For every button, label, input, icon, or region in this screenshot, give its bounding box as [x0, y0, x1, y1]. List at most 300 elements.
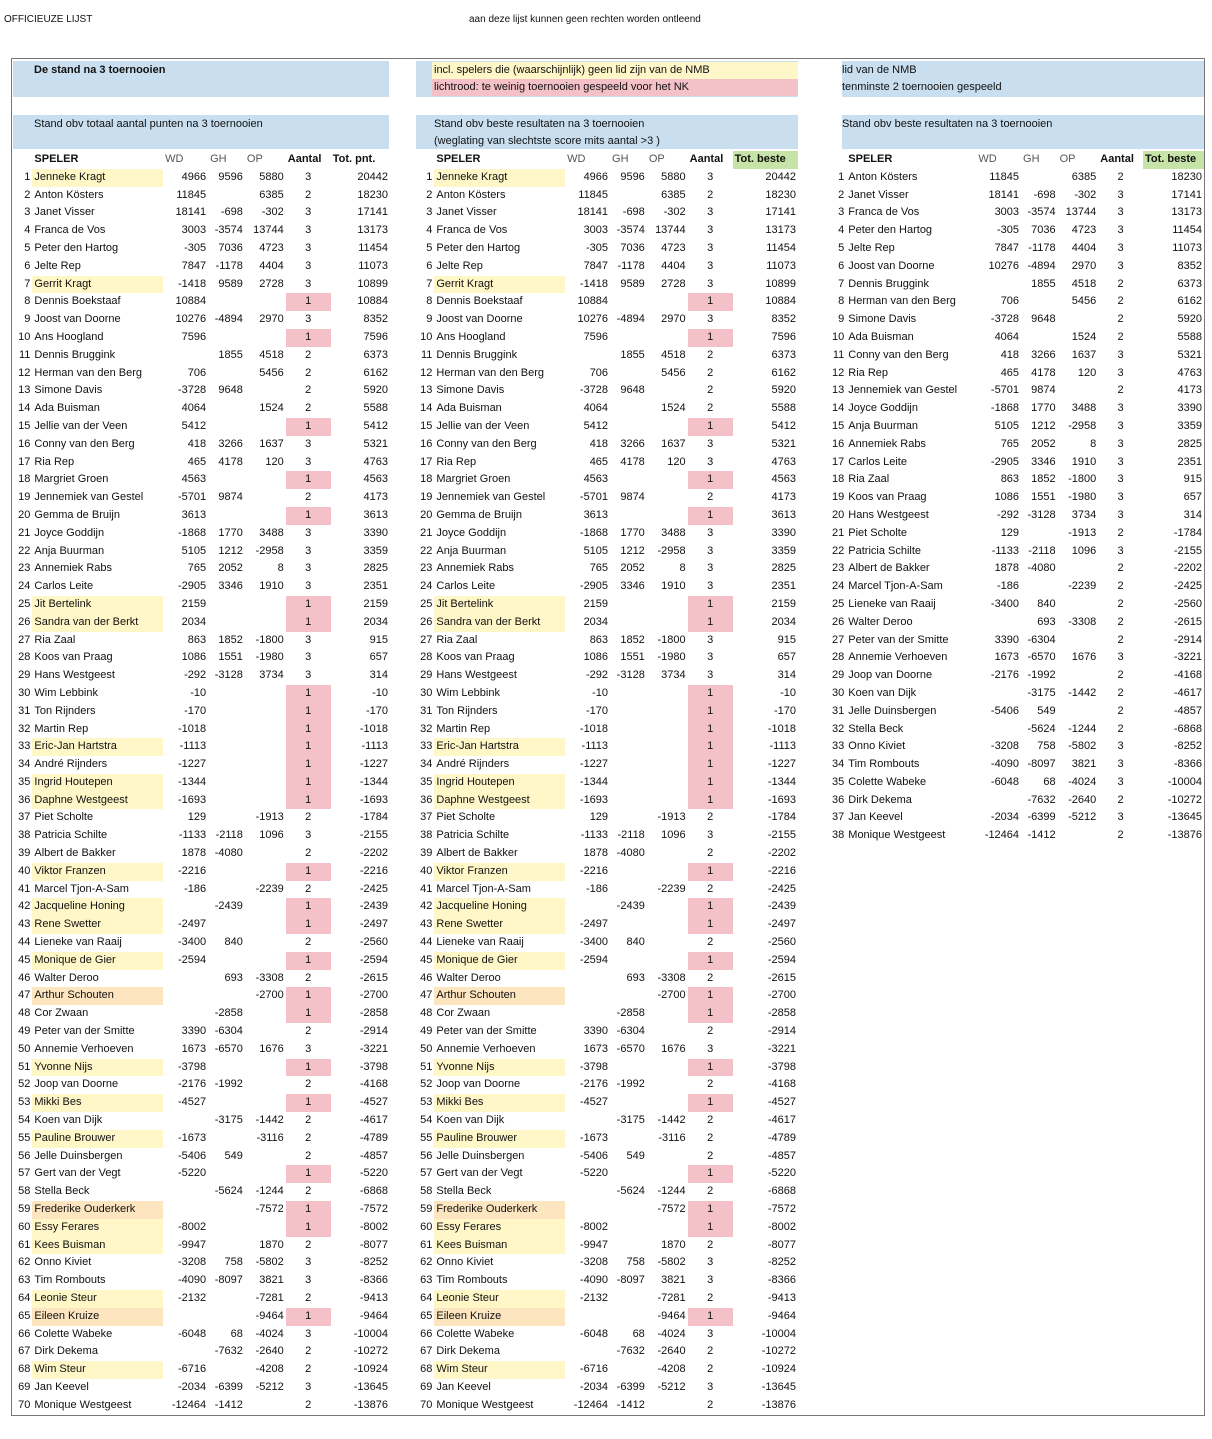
player-name-cell: Viktor Franzen	[32, 863, 163, 881]
aantal-cell: 3	[1117, 775, 1124, 788]
wd-score-cell	[163, 1005, 208, 1023]
gh-score-cell: 840	[1037, 597, 1056, 610]
table-row	[416, 382, 798, 400]
op-score-cell	[245, 1397, 286, 1415]
total-cell: -1018	[359, 722, 388, 735]
player-name-cell: Dennis Bruggink	[436, 348, 518, 361]
player-name-cell: Stella Beck	[436, 1185, 492, 1198]
rank-cell: 38	[420, 829, 433, 842]
wd-score-cell: 418	[187, 437, 207, 450]
rank-cell: 37	[832, 811, 845, 824]
player-name-cell: Koos van Praag	[848, 491, 927, 504]
aantal-cell: 2	[305, 1025, 312, 1038]
op-score-cell: 1676	[259, 1042, 284, 1055]
wd-score-cell	[163, 1183, 208, 1201]
rank-cell: 60	[420, 1220, 433, 1233]
rank-cell: 29	[420, 669, 433, 682]
rank-cell: 65	[18, 1309, 31, 1322]
gh-score-cell: -4080	[214, 847, 243, 860]
gh-score-cell	[610, 507, 647, 525]
player-name-cell: Wim Lebbink	[34, 686, 98, 699]
aantal-cell: 2	[707, 971, 714, 984]
aantal-cell: 3	[1117, 437, 1124, 450]
col-op: OP	[1059, 153, 1076, 165]
table-row	[828, 400, 1204, 418]
rank-cell: 20	[18, 508, 31, 521]
wd-score-cell: -3208	[177, 1256, 207, 1269]
rank-cell: 68	[18, 1363, 31, 1376]
rank-cell: 2	[426, 188, 433, 201]
wd-score-cell: -305	[184, 241, 207, 254]
total-cell: -1227	[359, 758, 388, 771]
op-score-cell: -302	[663, 206, 686, 219]
wd-score-cell: 765	[187, 562, 207, 575]
player-name-cell: Anton Kösters	[34, 188, 104, 201]
wd-score-cell: -2497	[177, 918, 207, 931]
aantal-cell: 3	[1117, 188, 1124, 201]
total-cell: -4857	[767, 1149, 796, 1162]
gh-score-cell: 3346	[218, 580, 243, 593]
aantal-cell: 2	[1117, 615, 1124, 628]
wd-score-cell: 706	[1000, 295, 1020, 308]
wd-score-cell: 3003	[181, 224, 207, 237]
aantal-cell: 2	[707, 402, 714, 415]
table-row	[14, 1237, 390, 1255]
player-name-cell: Jan Keevel	[436, 1380, 491, 1393]
op-score-cell	[245, 845, 286, 863]
total-cell: 7596	[771, 330, 796, 343]
table-row	[416, 1059, 798, 1077]
aantal-cell: 3	[305, 206, 312, 219]
player-name-cell: Tim Rombouts	[34, 1274, 106, 1287]
player-name-cell: Frederike Ouderkerk	[434, 1201, 565, 1219]
player-name-cell: Peter van der Smitte	[436, 1025, 537, 1038]
rank-cell: 14	[18, 402, 31, 415]
aantal-cell: 1	[688, 952, 733, 970]
player-name-cell: Anja Buurman	[848, 419, 918, 432]
col-wd: WD	[567, 153, 586, 165]
total-cell: -170	[773, 704, 796, 717]
gh-score-cell: 3266	[218, 437, 243, 450]
total-cell: 4173	[771, 491, 796, 504]
wd-score-cell	[565, 1201, 610, 1219]
player-name-cell: Colette Wabeke	[34, 1327, 113, 1340]
rank-cell: 31	[832, 704, 845, 717]
table-row	[828, 471, 1204, 489]
aantal-cell: 1	[688, 1059, 733, 1077]
wd-score-cell	[976, 721, 1021, 739]
rank-cell: 49	[18, 1025, 31, 1038]
wd-score-cell: -2216	[579, 864, 609, 877]
player-name-cell: Rene Swetter	[32, 916, 163, 934]
wd-score-cell: -2905	[177, 580, 207, 593]
table-row	[14, 187, 390, 205]
aantal-cell: 3	[305, 1380, 312, 1393]
op-score-cell	[647, 489, 688, 507]
total-cell: -2155	[767, 829, 796, 842]
player-name-cell: Marcel Tjon-A-Sam	[848, 580, 943, 593]
op-score-cell: 4404	[1071, 241, 1097, 254]
player-name-cell: Monique Westgeest	[34, 1398, 132, 1411]
aantal-cell: 1	[688, 703, 733, 721]
total-cell: -1018	[767, 722, 796, 735]
wd-score-cell: 3003	[583, 224, 609, 237]
total-cell: -2914	[767, 1025, 796, 1038]
total-cell: -2914	[1173, 633, 1202, 646]
op-score-cell: 1637	[1071, 348, 1097, 361]
op-score-cell: -2239	[657, 882, 686, 895]
gh-score-cell: -7632	[1027, 793, 1056, 806]
player-name-cell: Eileen Kruize	[434, 1308, 565, 1326]
wd-score-cell: -5701	[177, 491, 207, 504]
op-score-cell	[647, 1059, 688, 1077]
aantal-cell: 1	[688, 596, 733, 614]
rank-cell: 3	[426, 206, 433, 219]
wd-score-cell: -6048	[177, 1327, 207, 1340]
wd-score-cell	[976, 276, 1021, 294]
total-cell: -8366	[767, 1274, 796, 1287]
gh-score-cell: -2858	[214, 1007, 243, 1020]
aantal-cell: 2	[707, 1398, 714, 1411]
total-cell: -1344	[359, 775, 388, 788]
gh-score-cell	[610, 418, 647, 436]
table-row	[14, 952, 390, 970]
header-left: OFFICIEUZE LIJST	[4, 14, 93, 25]
aantal-cell: 2	[1117, 562, 1124, 575]
aantal-cell: 1	[286, 1308, 331, 1326]
gh-score-cell	[208, 293, 245, 311]
op-score-cell	[647, 721, 688, 739]
rank-cell: 47	[420, 989, 433, 1002]
aantal-cell: 1	[286, 685, 331, 703]
table-row	[416, 667, 798, 685]
gh-score-cell	[208, 1308, 245, 1326]
table-row	[828, 311, 1204, 329]
gh-score-cell: 3266	[1031, 348, 1056, 361]
table-row	[828, 756, 1204, 774]
table-row	[828, 365, 1204, 383]
wd-score-cell: -6048	[579, 1327, 609, 1340]
total-cell: -1784	[1173, 526, 1202, 539]
table-row	[416, 311, 798, 329]
player-name-cell: Anja Buurman	[436, 544, 507, 557]
player-name-cell: Piet Scholte	[848, 526, 907, 539]
aantal-cell: 3	[305, 1274, 312, 1287]
wd-score-cell: 7847	[181, 259, 207, 272]
rank-cell: 10	[18, 330, 31, 343]
table-row	[416, 1308, 798, 1326]
col-aantal: Aantal	[1100, 153, 1134, 165]
op-score-cell: -2640	[657, 1345, 686, 1358]
table-row	[14, 774, 390, 792]
section2-note-nonmember: incl. spelers die (waarschijnlijk) geen lid zijn van de NMB	[432, 62, 798, 79]
wd-score-cell: -2132	[579, 1292, 609, 1304]
gh-score-cell: 68	[1043, 775, 1056, 788]
aantal-cell: 2	[305, 366, 312, 379]
op-score-cell: 4404	[661, 259, 686, 272]
gh-score-cell: 7036	[620, 241, 645, 254]
player-name-cell: Margriet Groen	[436, 473, 511, 486]
gh-score-cell: -1178	[215, 259, 243, 272]
rank-cell: 29	[18, 669, 31, 682]
gh-score-cell: 693	[224, 971, 243, 984]
gh-score-cell: -1412	[616, 1398, 645, 1411]
total-cell: 5920	[771, 384, 796, 397]
table-row	[416, 738, 798, 756]
table-row	[14, 1361, 390, 1379]
table-row	[416, 685, 798, 703]
section1-title: De stand na 3 toernooien	[34, 64, 166, 76]
op-score-cell	[647, 952, 688, 970]
table-row	[828, 187, 1204, 205]
player-name-cell: Conny van den Berg	[436, 437, 537, 450]
player-name-cell: Dennis Boekstaaf	[436, 295, 523, 308]
rank-cell: 21	[18, 526, 31, 539]
table-row	[14, 970, 390, 988]
total-cell: -1784	[767, 811, 796, 824]
total-cell: 11073	[358, 259, 388, 272]
table-row	[416, 1272, 798, 1290]
gh-score-cell	[208, 792, 245, 810]
standings-table-best	[416, 151, 798, 1415]
player-name-cell: Joyce Goddijn	[436, 526, 507, 539]
player-name-cell: Janet Visser	[436, 206, 497, 219]
aantal-cell: 1	[286, 863, 331, 881]
player-name-cell: Peter den Hartog	[436, 241, 521, 254]
player-name-cell: Franca de Vos	[436, 224, 508, 237]
wd-score-cell: 3390	[583, 1025, 609, 1038]
gh-score-cell: -7632	[616, 1345, 645, 1358]
total-cell: 20442	[765, 170, 796, 183]
gh-score-cell	[610, 721, 647, 739]
gh-score-cell	[208, 703, 245, 721]
total-cell: -10004	[761, 1327, 796, 1340]
op-score-cell: -4208	[657, 1363, 686, 1376]
total-cell: 314	[777, 669, 796, 682]
wd-score-cell: 1673	[583, 1042, 609, 1055]
table-row	[14, 347, 390, 365]
op-score-cell	[245, 1076, 286, 1094]
gh-score-cell	[610, 293, 647, 311]
table-row	[416, 489, 798, 507]
total-cell: -4617	[359, 1114, 388, 1127]
table-row	[828, 436, 1204, 454]
table-row	[14, 1130, 390, 1148]
gh-score-cell	[610, 774, 647, 792]
player-name-cell: Patricia Schilte	[848, 544, 922, 557]
gh-score-cell: 2052	[620, 562, 645, 575]
op-score-cell: 5456	[259, 366, 284, 379]
rank-cell: 8	[838, 295, 845, 308]
rank-cell: 30	[420, 686, 433, 699]
player-name-cell: Jit Bertelink	[32, 596, 163, 614]
table-row	[14, 863, 390, 881]
rank-cell: 67	[420, 1345, 433, 1358]
total-cell: 2034	[363, 615, 388, 628]
gh-score-cell	[610, 1237, 647, 1255]
op-score-cell: -1442	[255, 1114, 284, 1127]
wd-score-cell: 10276	[577, 313, 609, 326]
table-row	[416, 1379, 798, 1397]
wd-score-cell: 5105	[181, 544, 207, 557]
op-score-cell	[647, 293, 688, 311]
gh-score-cell	[1021, 293, 1058, 311]
gh-score-cell: 549	[1037, 704, 1056, 717]
op-score-cell: -1980	[255, 651, 284, 664]
gh-score-cell	[208, 863, 245, 881]
total-cell: -9464	[767, 1309, 796, 1322]
op-score-cell: -9464	[255, 1309, 284, 1322]
total-cell: -10	[372, 686, 388, 699]
gh-score-cell	[208, 1219, 245, 1237]
table-row	[416, 507, 798, 525]
player-name-cell: Tim Rombouts	[848, 758, 920, 771]
total-cell: -4168	[1173, 669, 1202, 682]
player-name-cell: Joop van Doorne	[34, 1078, 119, 1091]
table-row	[828, 204, 1204, 222]
total-cell: -1113	[769, 740, 796, 753]
gh-score-cell	[208, 418, 245, 436]
table-row	[14, 916, 390, 934]
total-cell: 18230	[765, 188, 796, 201]
op-score-cell: -1800	[255, 633, 284, 646]
rank-cell: 46	[420, 971, 433, 984]
table-row	[14, 1219, 390, 1237]
aantal-cell: 3	[707, 562, 714, 575]
op-score-cell: 1676	[1071, 651, 1097, 664]
rank-cell: 43	[420, 918, 433, 931]
table-row	[828, 667, 1204, 685]
op-score-cell	[245, 418, 286, 436]
rank-cell: 51	[18, 1060, 31, 1073]
op-score-cell: 3488	[259, 526, 284, 539]
gh-score-cell	[610, 703, 647, 721]
rank-cell: 45	[420, 953, 433, 966]
col-speler: SPELER	[848, 153, 893, 165]
rank-cell: 61	[420, 1238, 433, 1251]
table-row	[416, 1130, 798, 1148]
col-op: OP	[648, 153, 665, 165]
wd-score-cell	[565, 1005, 610, 1023]
gh-score-cell: 68	[632, 1327, 645, 1340]
total-cell: -8002	[767, 1220, 796, 1233]
table-row	[828, 543, 1204, 561]
table-row	[14, 400, 390, 418]
gh-score-cell: 68	[230, 1327, 243, 1340]
aantal-cell: 3	[1117, 811, 1124, 824]
aantal-cell: 2	[1117, 330, 1124, 343]
total-cell: -2560	[767, 936, 796, 949]
player-name-cell: Anton Kösters	[848, 170, 918, 183]
total-cell: 4173	[1177, 384, 1202, 397]
rank-cell: 41	[420, 882, 433, 895]
gh-score-cell: 1212	[218, 544, 243, 557]
aantal-cell: 2	[1117, 170, 1124, 183]
wd-score-cell: -5406	[579, 1149, 609, 1162]
gh-score-cell: 9596	[620, 170, 645, 183]
player-name-cell: Essy Ferares	[32, 1219, 163, 1237]
rank-cell: 57	[420, 1167, 433, 1180]
rank-cell: 42	[420, 900, 433, 913]
total-cell: 5321	[1177, 348, 1202, 361]
player-name-cell: Lieneke van Raaij	[848, 597, 936, 610]
player-name-cell: Ria Rep	[34, 455, 75, 468]
gh-score-cell	[208, 329, 245, 347]
op-score-cell: -2700	[255, 989, 284, 1002]
rank-cell: 43	[18, 918, 31, 931]
total-cell: 5321	[363, 437, 388, 450]
op-score-cell	[647, 916, 688, 934]
wd-score-cell: 2034	[181, 615, 207, 628]
total-cell: -1227	[767, 758, 796, 771]
rank-cell: 11	[832, 348, 845, 361]
wd-score-cell: -292	[184, 669, 207, 682]
wd-score-cell: 1086	[994, 491, 1020, 504]
gh-score-cell: -6570	[1027, 651, 1056, 664]
wd-score-cell: 465	[187, 455, 207, 468]
total-cell: 5321	[771, 437, 796, 450]
aantal-cell: 3	[305, 562, 312, 575]
wd-score-cell	[163, 898, 208, 916]
op-score-cell	[245, 703, 286, 721]
gh-score-cell: 3346	[620, 580, 645, 593]
aantal-cell: 3	[1117, 473, 1124, 486]
total-cell: 17141	[1171, 188, 1202, 201]
op-score-cell: 1676	[661, 1042, 686, 1055]
aantal-cell: 3	[707, 651, 714, 664]
player-name-cell: Ton Rijnders	[34, 704, 96, 717]
op-score-cell: -4024	[255, 1327, 284, 1340]
rank-cell: 48	[420, 1007, 433, 1020]
table-row	[416, 1165, 798, 1183]
player-name-cell: Jacqueline Honing	[32, 898, 163, 916]
aantal-cell: 1	[286, 916, 331, 934]
table-row	[828, 827, 1204, 845]
wd-score-cell: -1868	[177, 526, 207, 539]
op-score-cell: 5456	[661, 366, 686, 379]
total-cell: 2825	[771, 562, 796, 575]
rank-cell: 16	[832, 437, 845, 450]
gh-score-cell: -4080	[616, 847, 645, 860]
gh-score-cell	[610, 916, 647, 934]
rank-cell: 19	[18, 491, 31, 504]
rank-cell: 4	[838, 224, 845, 237]
op-score-cell: -1244	[657, 1185, 686, 1198]
player-name-cell: Walter Deroo	[848, 615, 913, 628]
op-score-cell	[1058, 632, 1099, 650]
op-score-cell	[245, 1023, 286, 1041]
aantal-cell: 3	[1117, 402, 1124, 415]
gh-score-cell: -5624	[1027, 722, 1056, 735]
wd-score-cell: 4064	[583, 402, 609, 415]
wd-score-cell: 4966	[181, 170, 207, 183]
rank-cell: 13	[18, 384, 31, 397]
total-cell: 2034	[771, 615, 796, 628]
rank-cell: 34	[18, 758, 31, 771]
total-cell: -2700	[359, 989, 388, 1002]
gh-score-cell: 9874	[620, 491, 645, 504]
total-cell: -6868	[359, 1185, 388, 1198]
aantal-cell: 3	[305, 669, 312, 682]
player-name-cell: Kees Buisman	[434, 1237, 565, 1255]
standings-table-members	[828, 151, 1204, 845]
wd-score-cell: 1673	[181, 1042, 207, 1055]
aantal-cell: 2	[1117, 704, 1124, 717]
total-cell: -8366	[1173, 758, 1202, 771]
aantal-cell: 2	[1117, 313, 1124, 326]
player-name-cell: Anja Buurman	[34, 544, 105, 557]
wd-score-cell: -9947	[579, 1238, 609, 1251]
